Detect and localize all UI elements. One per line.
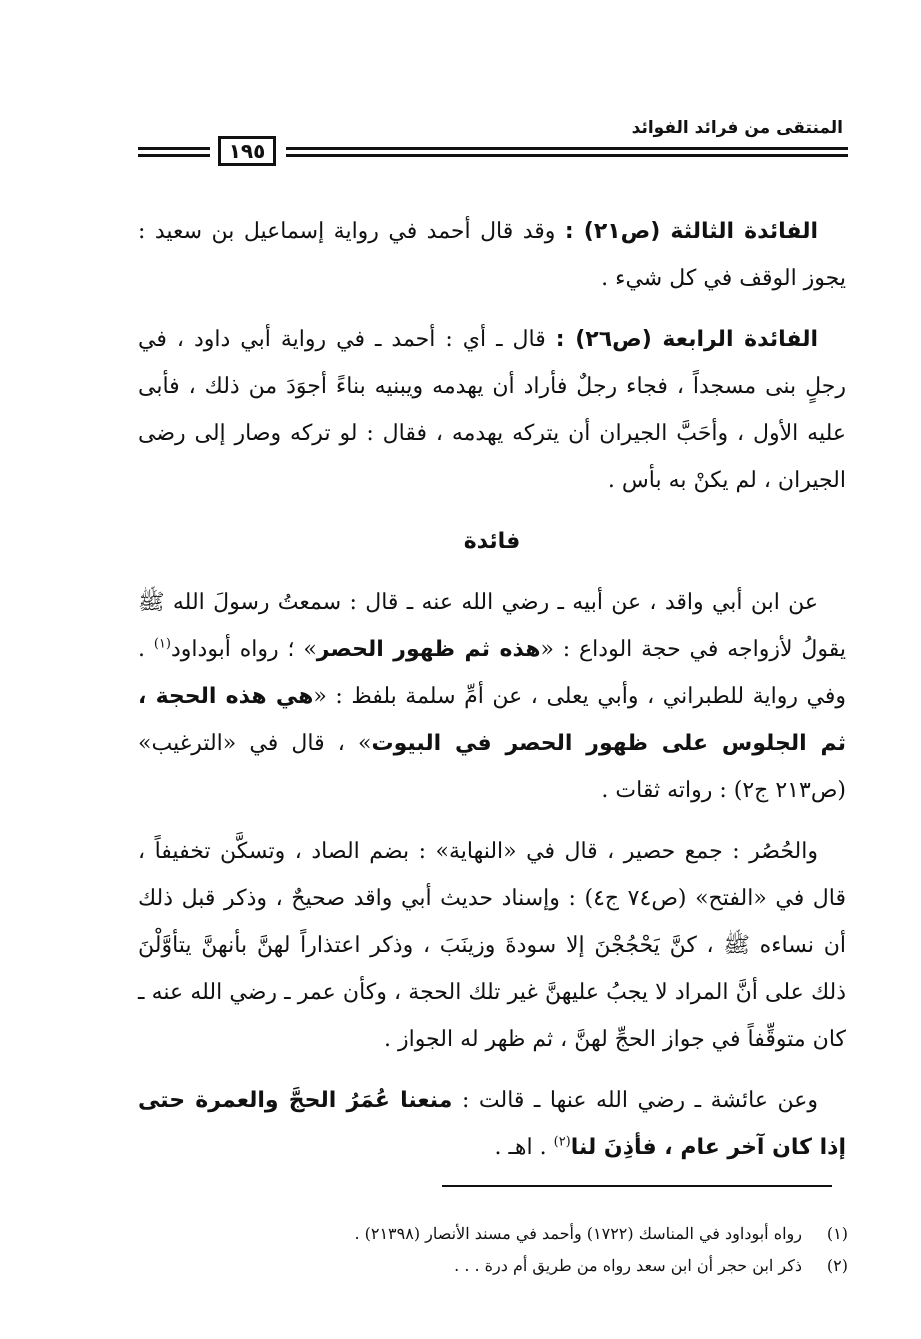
aisha-quote: منعنا عُمَرُ الحجَّ والعمرة حتى إذا كان آخر عام ، فأذِنَ لنا bbox=[138, 1088, 846, 1160]
hadith-intro: عن ابن أبي واقد ، عن أبيه ـ رضي الله عنه ـ قال : سمعتُ رسولَ الله ﷺ يقولُ لأزواجه في حجة الوداع : « bbox=[138, 590, 846, 662]
paragraph-hadith-ibn-abi-waqid bbox=[138, 579, 846, 814]
footnote-separator bbox=[442, 1185, 832, 1187]
paragraph-fourth-benefit bbox=[138, 316, 846, 504]
fourth-benefit-heading: الفائدة الرابعة (ص٢٦) : bbox=[555, 327, 818, 352]
paragraph-third-benefit bbox=[138, 208, 846, 302]
header-rule bbox=[138, 136, 848, 168]
paragraph-husur-explanation: والحُصُر : جمع حصير ، قال في «النهاية» : بضم الصاد ، وتسكَّن تخفيفاً ، قال في «الفتح» (ص٧٤ ج٤) : وإسناد حديث أبي واقد صحيحٌ ، وذكر قبل ذلك أن نساءه ﷺ ، كنَّ يَحْجُجْنَ إلا سودةَ وزينَبَ ، وذكر اعتذاراً لهنَّ بأنهنَّ يتأوَّلْنَ ذلك على أنَّ المراد لا يجبُ عليهنَّ غير تلك الحجة ، وكأن عمر ـ رضي الله عنه ـ كان متوقِّفاً في جواز الحجِّ لهنَّ ، ثم ظهر له الجواز . bbox=[138, 839, 847, 1052]
footnote-ref-1: (١) bbox=[153, 636, 171, 652]
hadith-source: » ؛ رواه أبوداود bbox=[170, 637, 317, 662]
main-text bbox=[138, 208, 846, 1185]
footnote-text: رواه أبوداود في المناسك (١٧٢٢) وأحمد في مسند الأنصار (٢١٣٩٨) . bbox=[354, 1224, 802, 1243]
footnote-number: (١) bbox=[826, 1224, 848, 1243]
paragraph-aisha-narration bbox=[138, 1077, 846, 1171]
aisha-intro: وعن عائشة ـ رضي الله عنها ـ قالت : bbox=[452, 1088, 818, 1113]
header-rule-right bbox=[286, 147, 848, 157]
hadith-quote-1: هذه ثم ظهور الحصر bbox=[316, 637, 541, 662]
third-benefit-text: وقد قال أحمد في رواية إسماعيل بن سعيد : يجوز الوقف في كل شيء . bbox=[138, 219, 846, 291]
aisha-end: . اهـ . bbox=[494, 1135, 554, 1160]
third-benefit-heading: الفائدة الثالثة (ص٢١) : bbox=[564, 219, 819, 244]
running-header-title: المنتقى من فرائد الفوائد bbox=[631, 118, 843, 138]
section-title: فائدة bbox=[463, 529, 521, 554]
footnote-item bbox=[140, 1218, 848, 1250]
footnote-ref-2: (٢) bbox=[553, 1134, 571, 1150]
footnote-number: (٢) bbox=[826, 1256, 848, 1275]
footnote-text: ذكر ابن حجر أن ابن سعد رواه من طريق أم درة . . . bbox=[454, 1256, 802, 1275]
hadith-variant-intro: . وفي رواية للطبراني ، وأبي يعلى ، عن أمِّ سلمة بلفظ : « bbox=[138, 637, 846, 709]
footnotes bbox=[140, 1218, 848, 1282]
header-rule-left bbox=[138, 147, 210, 157]
page-number: ١٩٥ bbox=[218, 136, 276, 166]
hadith-grading: » ، قال في «الترغيب» (ص٢١٣ ج٢) : رواته ثقات . bbox=[138, 731, 846, 803]
hadith-quote-2: هي هذه الحجة ، ثم الجلوس على ظهور الحصر في البيوت bbox=[138, 684, 846, 756]
fourth-benefit-text: قال ـ أي : أحمد ـ في رواية أبي داود ، في رجلٍ بنى مسجداً ، فجاء رجلٌ فأراد أن يهدمه ويبنيه بناءً أجوَدَ من ذلك ، فأبى عليه الأول ، وأحَبَّ الجيران أن يتركه يهدمه ، فقال : لو تركه وصار إلى رضى الجيران ، لم يكنْ به بأس . bbox=[138, 327, 846, 493]
footnote-item bbox=[140, 1250, 848, 1282]
